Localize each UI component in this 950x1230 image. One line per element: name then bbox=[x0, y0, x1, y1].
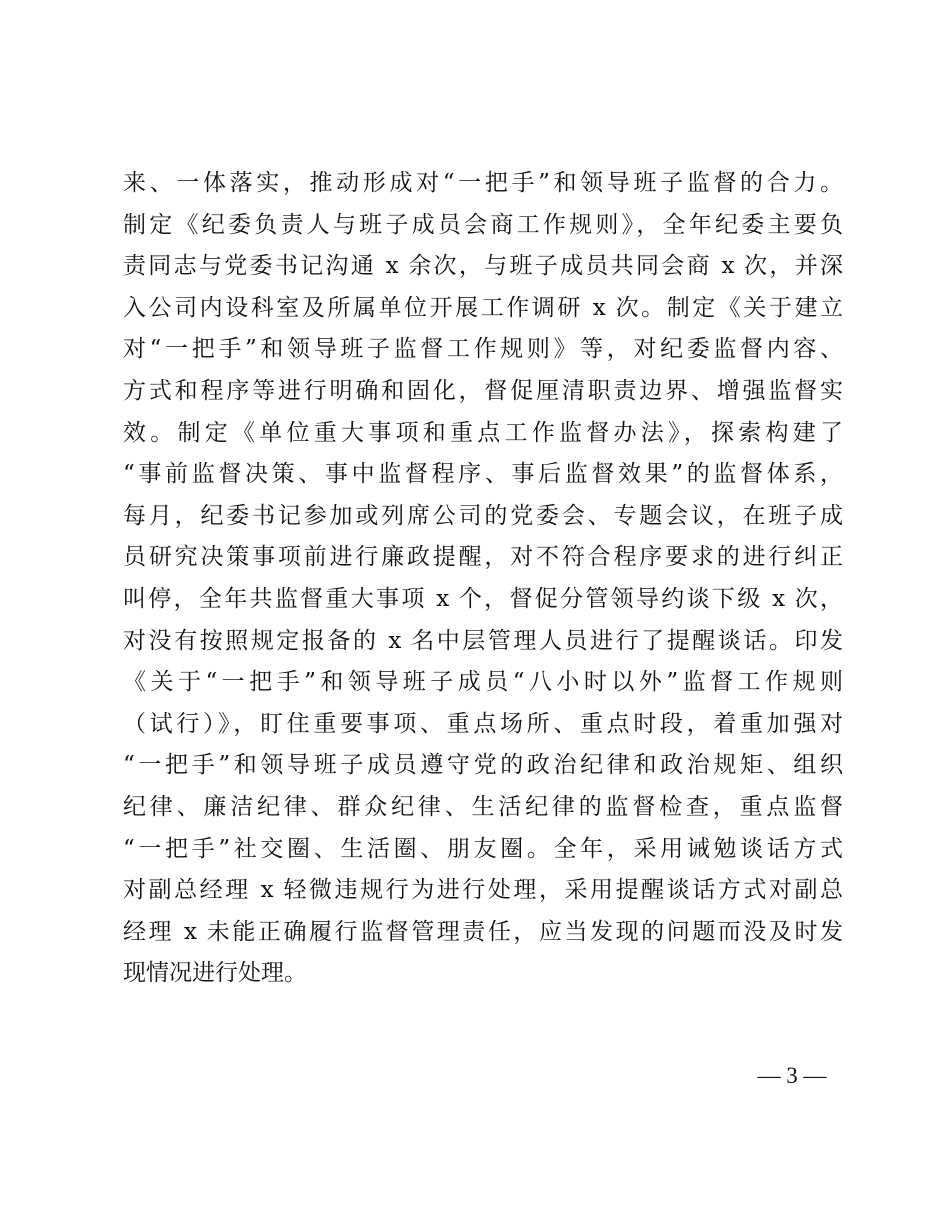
text-line: 对“一把手”和领导班子监督工作规则》等，对纪委监督内容、 bbox=[123, 336, 843, 363]
text-line: 员研究决策事项前进行廉政提醒，对不符合程序要求的进行纠正 bbox=[123, 544, 843, 571]
text-line: 《关于“一把手”和领导班子成员“八小时以外”监督工作规则 bbox=[123, 669, 843, 696]
text-line: 责同志与党委书记沟通 x 余次，与班子成员共同会商 x 次，并深 bbox=[123, 253, 843, 280]
page-number: — 3 — bbox=[757, 1063, 827, 1088]
text-line: 方式和程序等进行明确和固化，督促厘清职责边界、增强监督实 bbox=[123, 377, 843, 404]
text-line: 来、一体落实，推动形成对“一把手”和领导班子监督的合力。 bbox=[123, 170, 843, 196]
text-line: 现情况进行处理。 bbox=[123, 960, 307, 987]
text-line: 叫停，全年共监督重大事项 x 个，督促分管领导约谈下级 x 次， bbox=[123, 585, 843, 612]
text-line: 每月，纪委书记参加或列席公司的党委会、专题会议，在班子成 bbox=[123, 502, 843, 529]
text-line: 制定《纪委负责人与班子成员会商工作规则》，全年纪委主要负 bbox=[123, 211, 843, 238]
text-line: 对副总经理 x 轻微违规行为进行处理，采用提醒谈话方式对副总 bbox=[123, 877, 843, 904]
text-line: “一把手”社交圈、生活圈、朋友圈。全年，采用诫勉谈话方式 bbox=[123, 835, 843, 862]
text-line: “一把手”和领导班子成员遵守党的政治纪律和政治规矩、组织 bbox=[123, 752, 843, 779]
text-line: 入公司内设科室及所属单位开展工作调研 x 次。制定《关于建立 bbox=[123, 294, 843, 321]
text-line: “事前监督决策、事中监督程序、事后监督效果”的监督体系， bbox=[123, 461, 843, 488]
text-line: 经理 x 未能正确履行监督管理责任，应当发现的问题而没及时发 bbox=[123, 918, 843, 945]
text-line: 对没有按照规定报备的 x 名中层管理人员进行了提醒谈话。印发 bbox=[123, 627, 843, 654]
text-line: （试行）》，盯住重要事项、重点场所、重点时段，着重加强对 bbox=[123, 710, 843, 737]
text-line: 纪律、廉洁纪律、群众纪律、生活纪律的监督检查，重点监督 bbox=[123, 793, 843, 820]
text-line: 效。制定《单位重大事项和重点工作监督办法》，探索构建了 bbox=[123, 419, 843, 446]
body-paragraph bbox=[123, 163, 843, 995]
